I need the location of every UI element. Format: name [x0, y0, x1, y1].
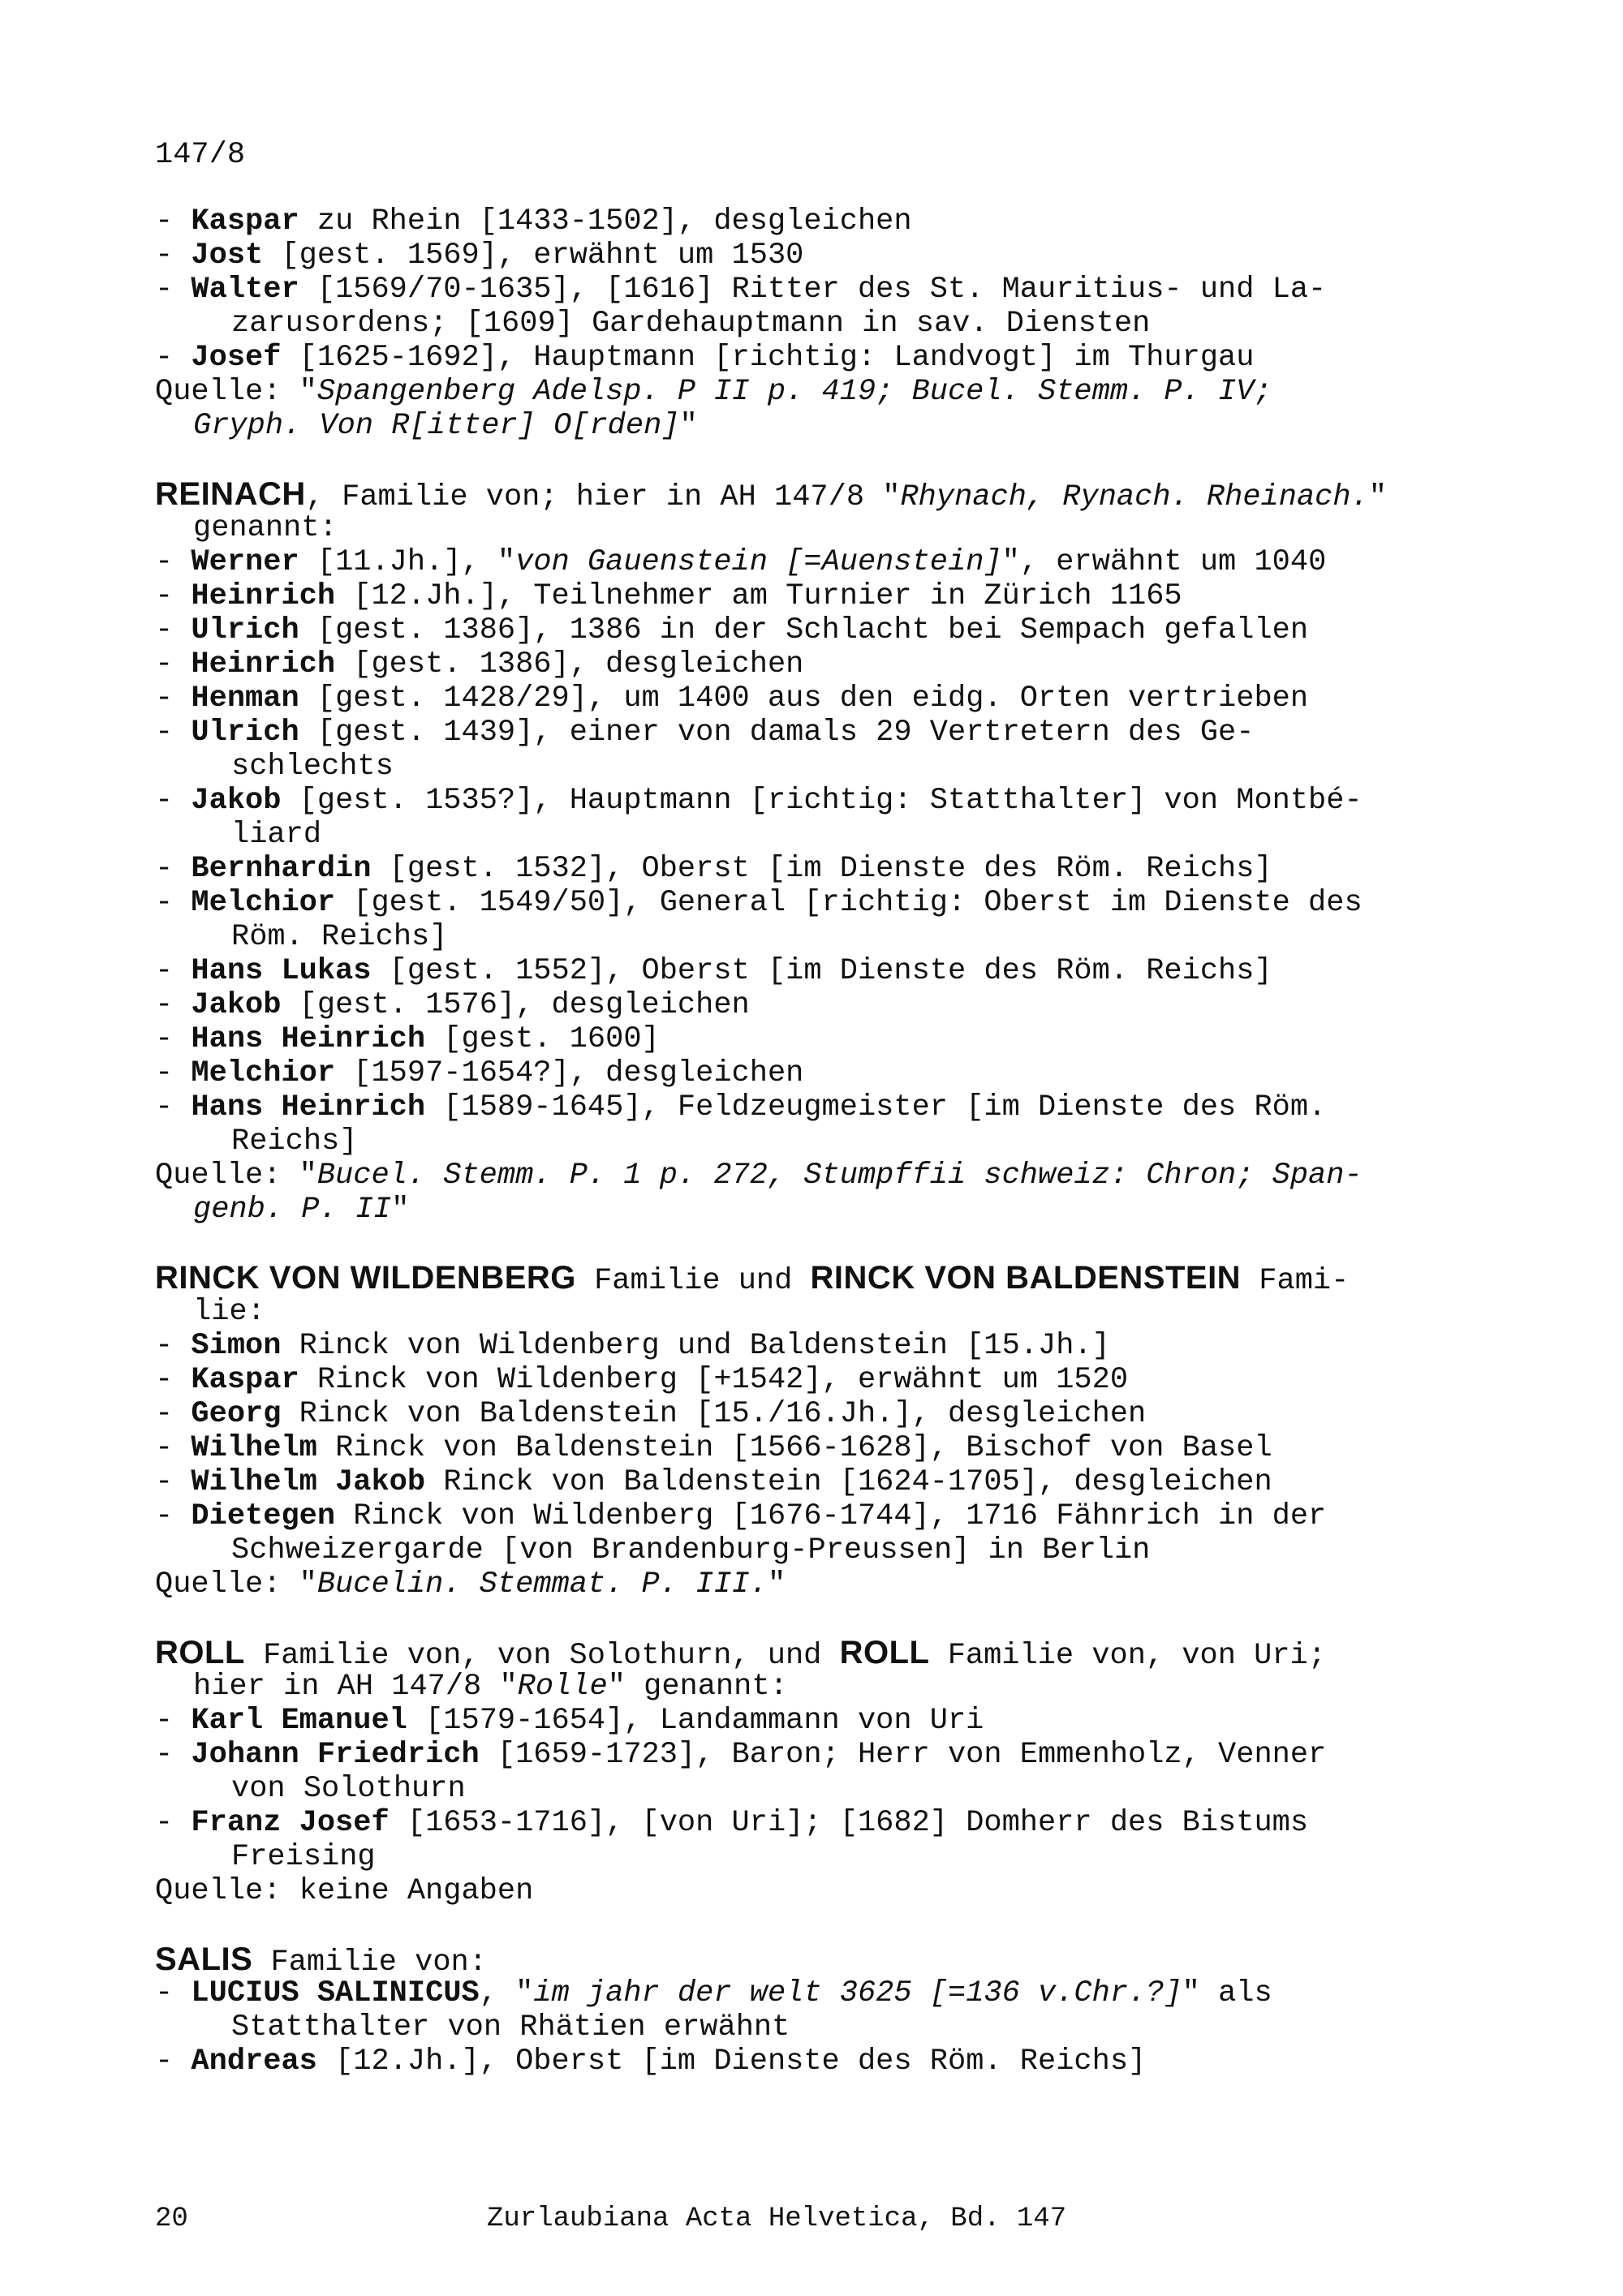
person-name: Wilhelm Jakob: [191, 1465, 426, 1499]
line-text: -: [155, 886, 192, 920]
text-line: [155, 2010, 1470, 2044]
quoted-text: Bucelin. Stemmat. P. III.: [316, 1567, 768, 1602]
line-text: [gest. 1386], 1386 in der Schlacht bei Sempach gefallen: [299, 613, 1309, 647]
text-line: [155, 579, 1470, 613]
line-text: ", erwähnt um 1040: [1001, 545, 1327, 579]
family-name: RINCK VON BALDENSTEIN: [810, 1260, 1242, 1296]
line-text: [12.Jh.], Teilnehmer am Turnier in Zürich 1165: [335, 579, 1182, 613]
person-name: Jakob: [191, 784, 282, 818]
text-line: [155, 852, 1470, 886]
person-name: Georg: [191, 1397, 282, 1431]
family-name: RINCK VON WILDENBERG: [155, 1260, 576, 1296]
entry-block: [155, 1261, 1470, 1602]
line-text: -: [155, 239, 192, 273]
document-body: [155, 204, 1470, 2079]
text-line: [155, 476, 1470, 514]
person-name: Jost: [191, 239, 264, 273]
line-text: [gest. 1576], desgleichen: [281, 988, 750, 1022]
line-text: -: [155, 784, 192, 818]
line-text: liard: [231, 818, 322, 852]
entry-block: [155, 1942, 1470, 2079]
line-text: ": [391, 1193, 410, 1227]
line-text: schlechts: [231, 750, 394, 784]
line-text: Familie von, von Uri;: [929, 1639, 1326, 1673]
line-text: -: [155, 545, 192, 579]
line-text: [1569/70-1635], [1616] Ritter des St. Mauritius- und La-: [299, 273, 1327, 307]
line-text: von Solothurn: [231, 1772, 466, 1806]
line-text: [1625-1692], Hauptmann [richtig: Landvogt] im Thurgau: [281, 341, 1255, 375]
text-line: [155, 307, 1470, 341]
line-text: -: [155, 1465, 192, 1499]
text-line: [155, 1295, 1470, 1329]
line-text: " als: [1182, 1976, 1272, 2010]
text-line: [155, 1976, 1470, 2010]
block-gap: [155, 1227, 1470, 1261]
entry-block: [155, 1636, 1470, 1908]
line-text: -: [155, 579, 192, 613]
person-name: Bernhardin: [191, 852, 372, 886]
person-name: Heinrich: [191, 579, 336, 613]
line-text: -: [155, 1499, 192, 1533]
line-text: [gest. 1386], desgleichen: [335, 647, 804, 681]
text-line: [155, 1022, 1470, 1056]
person-name: Simon: [191, 1329, 282, 1363]
block-gap: [155, 443, 1470, 477]
person-name: Josef: [191, 341, 282, 375]
quoted-text: im jahr der welt 3625 [=136 v.Chr.?]: [533, 1976, 1182, 2010]
text-line: [155, 613, 1470, 647]
line-text: Familie und: [575, 1264, 811, 1298]
line-text: Röm. Reichs]: [231, 920, 448, 954]
text-line: [155, 1159, 1470, 1193]
text-line: [155, 2044, 1470, 2079]
text-line: [155, 818, 1470, 852]
line-text: Familie von:: [252, 1946, 487, 1980]
line-text: Fami-: [1241, 1264, 1350, 1298]
text-line: [155, 1193, 1470, 1227]
person-name: Karl Emanuel: [191, 1704, 407, 1738]
text-line: [155, 954, 1470, 988]
person-name: Wilhelm: [191, 1431, 317, 1465]
line-text: -: [155, 681, 192, 716]
text-line: [155, 1704, 1470, 1738]
line-text: Quelle: ": [155, 1567, 317, 1602]
line-text: Reichs]: [231, 1124, 358, 1159]
text-line: [155, 1056, 1470, 1090]
text-line: [155, 1533, 1470, 1567]
person-name: Hans Heinrich: [191, 1022, 426, 1056]
person-name: Melchior: [191, 886, 336, 920]
text-line: [155, 1772, 1470, 1806]
line-text: ": [679, 409, 698, 443]
text-line: [155, 511, 1470, 545]
line-text: , Familie von; hier in AH 147/8 ": [305, 480, 901, 514]
line-text: [12.Jh.], Oberst [im Dienste des Röm. Reichs]: [316, 2044, 1147, 2079]
text-line: [155, 1567, 1470, 1602]
line-text: , ": [479, 1976, 534, 2010]
line-text: [gest. 1428/29], um 1400 aus den eidg. Orten vertrieben: [299, 681, 1309, 716]
line-text: Rinck von Baldenstein [1566-1628], Bischof von Basel: [316, 1431, 1272, 1465]
person-name: Kaspar: [191, 204, 299, 239]
line-text: -: [155, 341, 192, 375]
line-text: -: [155, 1363, 192, 1397]
person-name: Ulrich: [191, 716, 299, 750]
line-text: ": [767, 1567, 786, 1602]
person-name: Walter: [191, 273, 299, 307]
line-text: Freising: [231, 1840, 376, 1874]
text-line: [155, 1941, 1470, 1980]
line-text: zu Rhein [1433-1502], desgleichen: [299, 204, 912, 239]
line-text: -: [155, 988, 192, 1022]
line-text: Quelle: ": [155, 1159, 317, 1193]
line-text: -: [155, 954, 192, 988]
person-name: Werner: [191, 545, 299, 579]
line-text: ": [1368, 480, 1387, 514]
line-text: -: [155, 204, 192, 239]
person-name: LUCIUS SALINICUS: [191, 1976, 480, 2010]
line-text: -: [155, 716, 192, 750]
text-line: [155, 920, 1470, 954]
text-line: [155, 1329, 1470, 1363]
person-name: Henman: [191, 681, 299, 716]
text-line: [155, 409, 1470, 443]
person-name: Heinrich: [191, 647, 336, 681]
text-line: [155, 1738, 1470, 1772]
text-line: [155, 1840, 1470, 1874]
line-text: [1579-1654], Landammann von Uri: [407, 1704, 984, 1738]
line-text: [gest. 1549/50], General [richtig: Oberst im Dienste des: [335, 886, 1363, 920]
person-name: Jakob: [191, 988, 282, 1022]
line-text: -: [155, 273, 192, 307]
line-text: [1589-1645], Feldzeugmeister [im Dienste des Röm.: [425, 1090, 1327, 1124]
line-text: -: [155, 1022, 192, 1056]
line-text: [gest. 1600]: [425, 1022, 660, 1056]
text-line: [155, 341, 1470, 375]
line-text: -: [155, 2044, 192, 2079]
line-text: -: [155, 1090, 192, 1124]
line-text: -: [155, 1397, 192, 1431]
line-text: [1659-1723], Baron; Herr von Emmenholz, Venner: [479, 1738, 1327, 1772]
line-text: [11.Jh.], ": [299, 545, 516, 579]
person-name: Andreas: [191, 2044, 317, 2079]
line-text: lie:: [193, 1295, 265, 1329]
text-line: [155, 239, 1470, 273]
line-text: -: [155, 852, 192, 886]
person-name: Hans Lukas: [191, 954, 372, 988]
line-text: -: [155, 1329, 192, 1363]
quoted-text: Spangenberg Adelsp. P II p. 419; Bucel. Stemm. P. IV;: [316, 375, 1272, 409]
text-line: [155, 681, 1470, 716]
person-name: Kaspar: [191, 1363, 299, 1397]
text-line: [155, 1499, 1470, 1533]
text-line: [155, 1670, 1470, 1704]
line-text: -: [155, 647, 192, 681]
quoted-text: von Gauenstein [=Auenstein]: [515, 545, 1002, 579]
family-name: ROLL: [155, 1635, 245, 1670]
line-text: -: [155, 1431, 192, 1465]
line-text: Rinck von Wildenberg und Baldenstein [15.Jh.]: [281, 1329, 1110, 1363]
line-text: [1653-1716], [von Uri]; [1682] Domherr des Bistums: [389, 1806, 1309, 1840]
text-line: [155, 1397, 1470, 1431]
text-line: [155, 1635, 1470, 1673]
quoted-text: Bucel. Stemm. P. 1 p. 272, Stumpffii schweiz: Chron; Span-: [316, 1159, 1363, 1193]
line-text: [gest. 1532], Oberst [im Dienste des Röm. Reichs]: [371, 852, 1272, 886]
text-line: [155, 375, 1470, 409]
line-text: zarusordens; [1609] Gardehauptmann in sav. Diensten: [231, 307, 1151, 341]
line-text: Rinck von Wildenberg [+1542], erwähnt um 1520: [299, 1363, 1129, 1397]
line-text: -: [155, 1976, 192, 2010]
text-line: [155, 716, 1470, 750]
page-reference: 147/8: [155, 138, 246, 172]
line-text: [gest. 1552], Oberst [im Dienste des Röm. Reichs]: [371, 954, 1272, 988]
line-text: [gest. 1439], einer von damals 29 Vertretern des Ge-: [299, 716, 1255, 750]
text-line: [155, 988, 1470, 1022]
line-text: hier in AH 147/8 ": [193, 1670, 518, 1704]
text-line: [155, 1431, 1470, 1465]
line-text: Quelle: ": [155, 375, 317, 409]
publication-title: Zurlaubiana Acta Helvetica, Bd. 147: [487, 2204, 1067, 2234]
quoted-text: Rolle: [517, 1670, 608, 1704]
line-text: -: [155, 1704, 192, 1738]
text-line: [155, 273, 1470, 307]
line-text: Familie von, von Solothurn, und: [244, 1639, 840, 1673]
text-line: [155, 647, 1470, 681]
person-name: Melchior: [191, 1056, 336, 1090]
text-line: [155, 750, 1470, 784]
text-line: [155, 1363, 1470, 1397]
person-name: Ulrich: [191, 613, 299, 647]
entry-block: [155, 477, 1470, 1227]
person-name: Dietegen: [191, 1499, 336, 1533]
line-text: " genannt:: [607, 1670, 788, 1704]
line-text: Schweizergarde [von Brandenburg-Preussen] in Berlin: [231, 1533, 1151, 1567]
text-line: [155, 1806, 1470, 1840]
person-name: Franz Josef: [191, 1806, 390, 1840]
line-text: genannt:: [193, 511, 338, 545]
text-line: [155, 545, 1470, 579]
quoted-text: Rhynach, Rynach. Rheinach.: [900, 480, 1369, 514]
family-name: ROLL: [839, 1635, 930, 1670]
person-name: Johann Friedrich: [191, 1738, 480, 1772]
line-text: [gest. 1569], erwähnt um 1530: [263, 239, 804, 273]
line-text: Rinck von Baldenstein [1624-1705], desgleichen: [425, 1465, 1272, 1499]
text-line: [155, 1465, 1470, 1499]
text-line: [155, 784, 1470, 818]
text-line: [155, 1090, 1470, 1124]
quoted-text: genb. P. II: [193, 1193, 392, 1227]
entry-block: [155, 204, 1470, 443]
line-text: Quelle: keine Angaben: [155, 1874, 534, 1908]
line-text: [gest. 1535?], Hauptmann [richtig: Statthalter] von Montbé-: [281, 784, 1363, 818]
line-text: Rinck von Wildenberg [1676-1744], 1716 Fähnrich in der: [335, 1499, 1327, 1533]
family-name: SALIS: [155, 1941, 253, 1977]
text-line: [155, 204, 1470, 239]
line-text: [1597-1654?], desgleichen: [335, 1056, 804, 1090]
line-text: -: [155, 613, 192, 647]
block-gap: [155, 1602, 1470, 1636]
family-name: REINACH: [155, 476, 306, 512]
line-text: -: [155, 1056, 192, 1090]
quoted-text: Gryph. Von R[itter] O[rden]: [193, 409, 680, 443]
line-text: Statthalter von Rhätien erwähnt: [231, 2010, 790, 2044]
line-text: -: [155, 1806, 192, 1840]
line-text: Rinck von Baldenstein [15./16.Jh.], desgleichen: [281, 1397, 1147, 1431]
page-number: 20: [155, 2204, 188, 2234]
text-line: [155, 1124, 1470, 1159]
text-line: [155, 886, 1470, 920]
text-line: [155, 1874, 1470, 1908]
line-text: -: [155, 1738, 192, 1772]
person-name: Hans Heinrich: [191, 1090, 426, 1124]
block-gap: [155, 1908, 1470, 1942]
text-line: [155, 1260, 1470, 1298]
